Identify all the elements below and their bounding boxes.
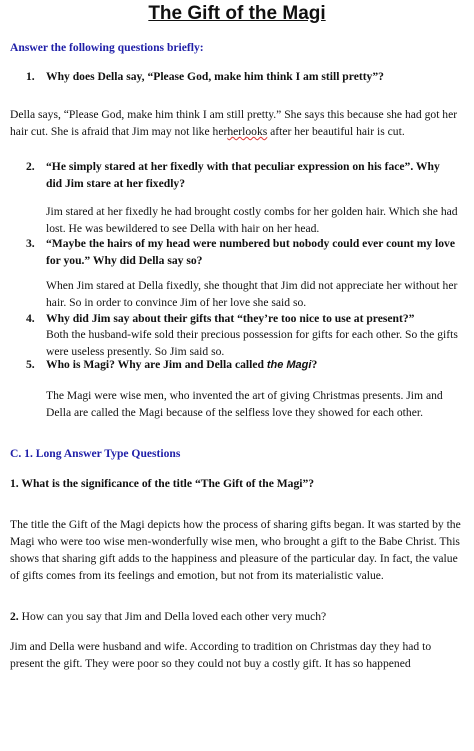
- answer-text: after her beautiful hair is cut.: [267, 125, 405, 138]
- question-text-part: ?: [311, 358, 318, 371]
- question-text-part: Who is Magi? Why are Jim and Della called: [46, 358, 267, 371]
- misspelled-word: herlooks: [227, 125, 268, 138]
- question-4: [26, 310, 456, 327]
- question-number: 3.: [26, 237, 35, 250]
- question-text: “He simply stared at her fixedly with that peculiar expression on his face”. Why did Jim stare at her fixedly?: [46, 160, 440, 190]
- section-c-heading: C. 1. Long Answer Type Questions: [10, 447, 181, 460]
- question-3: [26, 235, 456, 269]
- answer-5: The Magi were wise men, who invented the art of giving Christmas presents. Jim and Della are called the Magi because of the selfless love they showed for each other.: [46, 389, 443, 419]
- long-answer-2: Jim and Della were husband and wife. According to tradition on Christmas day they had to present the gift. They were poor so they could not buy a costly gift. It has so happened: [10, 640, 432, 670]
- question-text: Why did Jim say about their gifts that “they’re too nice to use at present?”: [46, 312, 415, 325]
- question-emphasis: the Magi: [266, 359, 312, 371]
- question-text: Why does Della say, “Please God, make him think I am still pretty”?: [46, 70, 384, 83]
- long-question-1: 1. What is the significance of the title “The Gift of the Magi”?: [10, 477, 315, 490]
- answer-2: Jim stared at her fixedly he had brought costly combs for her golden hair. Which she had lost. He was bewildered to see Della with hair on her head.: [46, 205, 458, 235]
- question-number: 5.: [26, 358, 35, 371]
- answer-3: When Jim stared at Della fixedly, she thought that Jim did not appreciate her without her hair. So in order to convince Jim of her love she said so.: [46, 279, 458, 309]
- page-title: The Gift of the Magi: [148, 3, 326, 24]
- long-answer-1: The title the Gift of the Magi depicts how the process of sharing gifts began. It was started by the Magi who were too wise men-wonderfully wise men, who brought a gift to the Babe Christ. This shows that sharing gift adds to the happiness and pleasure of the particular day. In fact, the value of gifts comes from its feelings and emotion, but not from its materialistic value.: [10, 518, 461, 582]
- question-number: 2.: [10, 610, 19, 623]
- question-number: 4.: [26, 312, 35, 325]
- question-5: [26, 356, 456, 374]
- long-question-2: [10, 608, 462, 625]
- question-text: How can you say that Jim and Della loved each other very much?: [18, 610, 327, 623]
- answer-4: Both the husband-wife sold their precious possession for gifts for each other. So the gifts were useless presently. So Jim said so.: [46, 328, 458, 358]
- question-number: 2.: [26, 160, 35, 173]
- answer-1: [10, 106, 462, 140]
- answer-text: Della says, “Please God, make him think I am still pretty.” She says this because she had got her hair cut. She is afraid that Jim may not like her: [10, 108, 458, 138]
- question-2: [26, 158, 456, 192]
- question-text: [26, 356, 456, 374]
- question-text: “Maybe the hairs of my head were numbered but nobody could ever count my love for you.” Why did Della say so?: [46, 237, 456, 267]
- question-1: [26, 68, 456, 85]
- question-number: 1.: [26, 70, 35, 83]
- section-a-heading: Answer the following questions briefly:: [10, 41, 204, 54]
